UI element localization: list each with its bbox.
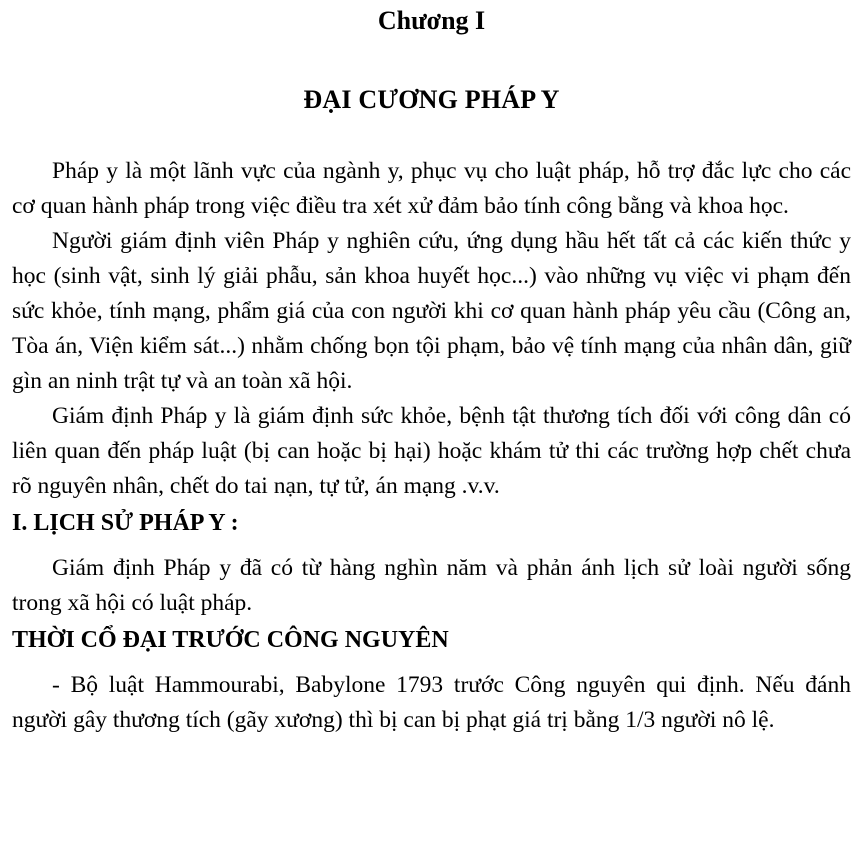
para-phap-y-definition: Pháp y là một lãnh vực của ngành y, phục vụ cho luật pháp, hỗ trợ đắc lực cho các cơ quan hành pháp trong việc điều tra xét xử đảm bảo tính công bằng và khoa học.	[12, 158, 851, 219]
document-title: ĐẠI CƯƠNG PHÁP Y	[303, 85, 560, 114]
chapter-label: Chương I	[377, 6, 486, 35]
section-heading-thoi-co-dai: THỜI CỔ ĐẠI TRƯỚC CÔNG NGUYÊN	[12, 627, 449, 653]
para-history-origin: Giám định Pháp y đã có từ hàng nghìn năm và phản ánh lịch sử loài người sống trong xã hội có luật pháp.	[12, 555, 851, 616]
para-giam-dinh-scope: Giám định Pháp y là giám định sức khỏe, bệnh tật thương tích đối với công dân có liên quan đến pháp luật (bị can hoặc bị hại) hoặc khám tử thi các trường hợp chết chưa rõ nguyên nhân, chết do tai nạn, tự tử, án mạng .v.v.	[12, 403, 851, 499]
section-heading-lich-su-phap-y: I. LỊCH SỬ PHÁP Y :	[12, 510, 239, 536]
para-hammourabi-law: - Bộ luật Hammourabi, Babylone 1793 trước Công nguyên qui định. Nếu đánh người gây thương tích (gãy xương) thì bị can bị phạt giá trị bằng 1/3 người nô lệ.	[12, 672, 851, 733]
para-examiner-role: Người giám định viên Pháp y nghiên cứu, ứng dụng hầu hết tất cả các kiến thức y học (sinh vật, sinh lý giải phẫu, sản khoa huyết học...) vào những vụ việc vi phạm đến sức khỏe, tính mạng, phẩm giá của con người khi cơ quan hành pháp yêu cầu (Công an, Tòa án, Viện kiểm sát...) nhằm chống bọn tội phạm, bảo vệ tính mạng của nhân dân, giữ gìn an ninh trật tự và an toàn xã hội.	[12, 228, 851, 394]
